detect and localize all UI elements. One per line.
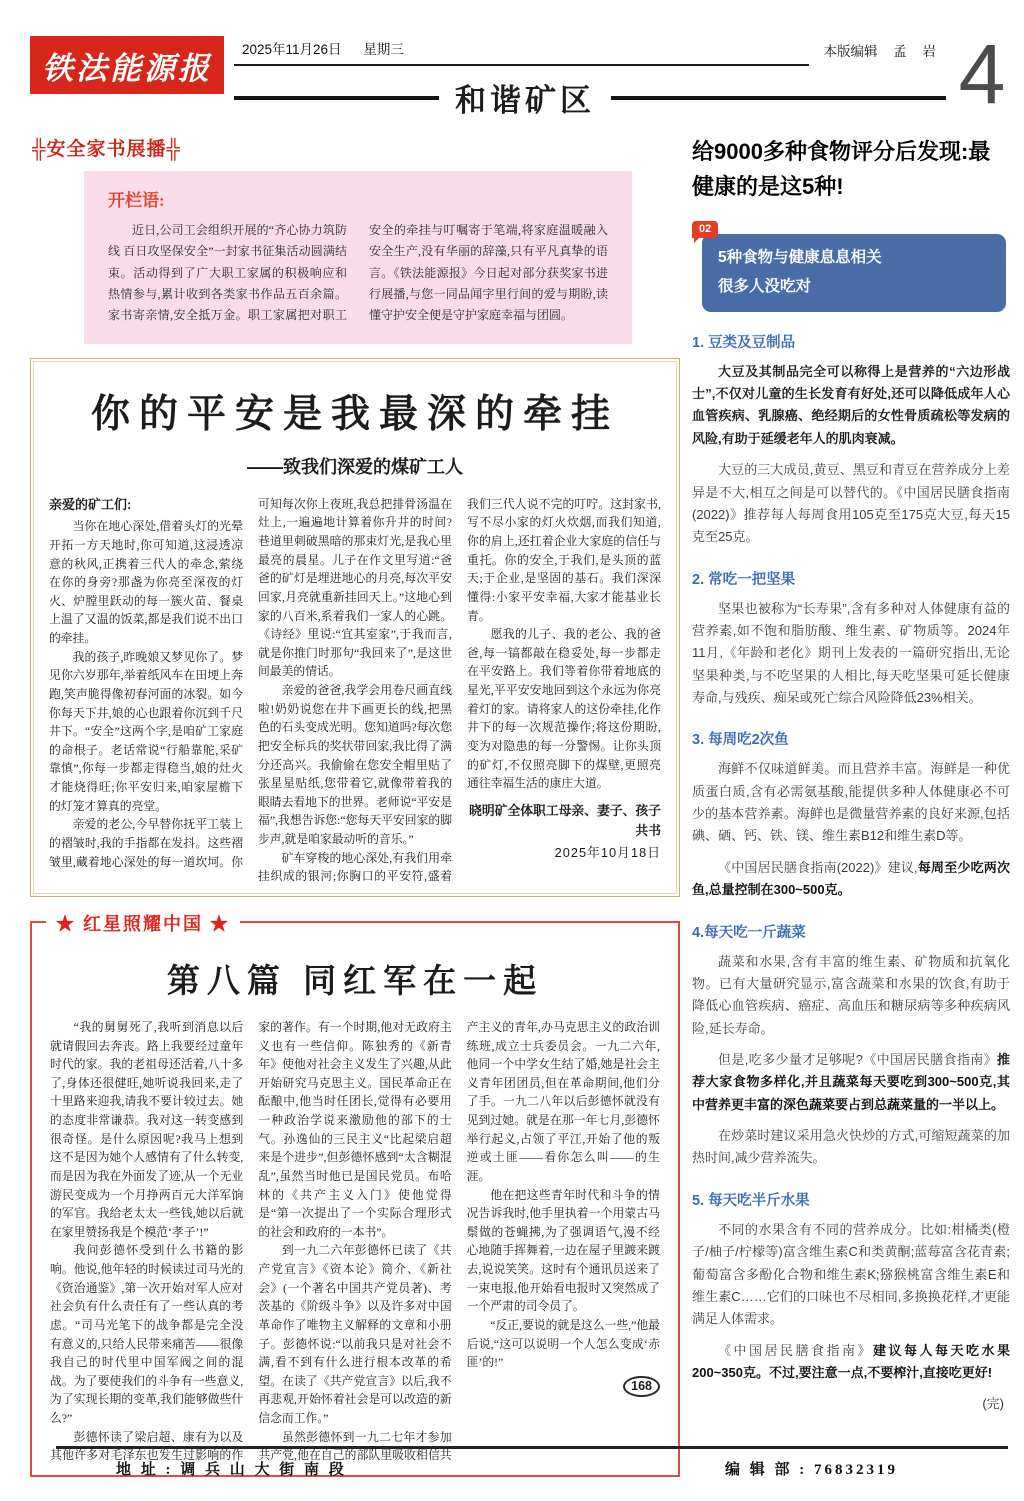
red-star-paragraph: 到一九二六年彭德怀已读了《共产党宣言》《资本论》简介、《新社会》(一个著名中国共产党员著)、考茨基的《阶级斗争》以及许多对中国革命作了唯物主义解释的文章和小册子。彭德怀说:“以前我只是对社会不满,看不到有什么进行根本改革的希望。在读了《共产党宣言》以后,我不再悲观,开始怀着社会是可以改造的新信念而工作。” [258,1243,452,1426]
footer-dept-phone: 编 辑 部 : 76832319 [725,1462,898,1478]
red-star-paragraph: “我的舅舅死了,我听到消息以后就请假回去奔丧。路上我要经过童年时代的家。我的老祖母还活着,八十多了,身体还很健旺,她听说我回来,走了十里路来迎我,请我不要计较过去。她的态度非常谦恭。我对这一转变感到很奇怪。是什么原因呢?我马上想到这不是因为她个人感情有了什么转变,而是因为我在外面发了迹,从一个无业游民变成为一个月挣两百元大洋军饷的军官。我给老太太一些钱,她以后就在家里赞扬我是个模范‘孝子’!” [50,1019,244,1239]
series-label: ★ 红星照耀中国 ★ [46,910,240,936]
paragraph-bold-text: 每周至少吃两次鱼,总量控制在300~500克。 [692,859,1010,898]
red-star-title: 第八篇 同红军在一起 [166,961,544,999]
letter-paragraph: 亲爱的老公,今早替你抚平工装上的褶皱时,我的手指都在发抖。这些褶皱里,藏着地心深处的每一道坎坷。你可知每次你上夜班,我总把排骨汤温在灶上,一遍遍地计算着你升井的时间?巷道里刺破黑暗的那束灯光,是我心里最亮的晨星。儿子在作文里写道:“爸爸的矿灯是埋进地心的月亮,每次平安回家,月亮就重新挂回天上。”这地心到家的八百米,系着我们一家人的心跳。《诗经》里说:“宜其室家”,于我而言,就是你推门时那句“我回来了”,是这世间最美的情话。 [49,496,452,869]
editor-label: 本版编辑 [823,44,878,59]
callout-line-1: 5种食物与健康息息相关 [718,249,882,267]
food-section-heading-4: 4.每天吃一斤蔬菜 [692,924,806,941]
food-callout [699,223,1006,311]
paragraph-bold-text: 推荐大家食物多样化,并且蔬菜每天要吃到300~500克,其中营养更丰富的深色蔬菜要占到总蔬菜量的一半以上。 [692,1051,1010,1112]
food-paragraph: 蔬菜和水果,含有丰富的维生素、矿物质和抗氧化物。已有大量研究显示,富含蔬菜和水果的饮食,有助于降低心血管疾病、癌症、高血压和糖尿病等多种疾病风险,延长寿命。 [692,953,1010,1036]
red-star-paragraph: 他在把这些青年时代和斗争的情况告诉我时,他手里执着一个用蒙古马鬃做的苍蝇拂,为了强调语气,漫不经心地随手挥舞着,一边在屋子里踱来踱去,说说笑笑。这时有个通讯员送来了一束电报,他开始看电报时又突然成了一个严肃的司令员了。 [466,1187,660,1314]
header-date-row [234,36,946,66]
red-star-paragraph: 虽然彭德怀到一九二七年才参加共产党,他在自己的部队里吸收相信共产主义的青年,办马克思主义的政治训练班,成立士兵委员会。一九二六年,他同一个中学女生结了婚,她是社会主义青年团团员,但在革命期间,他们分了手。一九二八年以后彭德怀就没有见到过她。就是在那一年七月,彭德怀举行起义,占领了平江,开始了他的叛逆或土匪——看你怎么叫——的生涯。 [258,1019,660,1463]
header-middle [234,36,946,120]
letter-paragraph: 亲爱的爸爸,我学会用卷尺画直线啦!奶奶说您在井下画更长的线,把黑色的石头变成光明。您知道吗?每次您把安全标兵的奖状带回家,我比得了满分还高兴。我偷偷在您安全帽里贴了张星星贴纸,您带着它,就像带着我的眼睛去看地下的世界。老师说“平安是福”,我想告诉您:“您每天平安回家的脚步声,就是咱家最动听的音乐。” [258,683,452,847]
content-area [0,120,1024,1477]
red-star-article [30,913,680,1477]
food-section-heading-2: 2. 常吃一把坚果 [692,571,796,588]
paragraph-bold-text: 建议每人每天吃水果200~350克。不过,要注意一点,不要榨汁,直接吃更好! [692,1342,1010,1380]
letter-title: 你的平安是我最深的牵挂 [90,392,619,436]
paragraph-text: 《中国居民膳食指南(2022)》建议, [718,859,918,875]
food-paragraph [692,1340,1010,1385]
paragraph-text: 但是,吃多少量才足够呢?《中国居民膳食指南》 [718,1051,997,1067]
letter-paragraph: 我的孩子,昨晚娘又梦见你了。梦见你六岁那年,举着纸风车在田埂上奔跑,笑声脆得像初春河面的冰裂。如今你每天下井,娘的心也跟着你沉到千尺井下。“安全”这两个字,是咱矿工家庭的命根子。老话常说“行船靠舵,采矿靠慎”,你每一步都走得稳当,娘的灶火才能烧得旺;你平安归来,咱家屋檐下的灯笼才算真的亮堂。 [49,649,243,813]
red-star-paragraph: 我问彭德怀受到什么书籍的影响。他说,他年轻的时候读过司马光的《资治通鉴》,第一次开始对军人应对社会负有什么责任有了一些认真的考虑。“司马光笔下的战争都是完全没有意义的,只给人民带来痛苦——很像我自己的时代里中国军阀之间的混战。为了要使我们的斗争有一些意义,为了实现长期的变革,我们能够做些什么?” [50,1243,244,1426]
page-marker-line [467,1376,660,1397]
right-column [692,130,1010,1477]
letter-sign-date: 2025年10月18日 [554,845,661,861]
letter-salutation: 亲爱的矿工们: [49,496,132,512]
date-line [234,36,809,66]
red-star-paragraph: “反正,要说的就是这么一些,”他最后说,“这可以说明一个人怎么变成‘赤匪’的!” [466,1317,660,1370]
number-badge: 02 [692,221,718,238]
editor-name: 孟 岩 [893,44,942,59]
food-paragraph [692,857,1010,902]
letter-body [49,495,661,886]
section-title: 和谐矿区 [455,83,595,118]
food-section-heading-3: 3. 每周吃2次鱼 [692,732,789,749]
food-paragraph [692,1049,1010,1116]
red-star-body [50,1018,660,1465]
letter-paragraph: 当你在地心深处,借着头灯的光晕开拓一方天地时,你可知道,这浸透凉意的秋风,正携着三代人的牵念,萦绕在你的身旁?那盏为你亮至深夜的灯火、炉膛里跃动的每一簇火苗、餐桌上温了又温的饭菜,都是我们说不出口的牵挂。 [49,519,243,646]
left-column [30,130,680,1477]
food-paragraph: 坚果也被称为“长寿果”,含有多种对人体健康有益的营养素,如不饱和脂肪酸、维生素、矿物质等。2024年11月,《年龄和老化》期刊上发表的一篇研究指出,无论坚果种类,与不吃坚果的人相比,每天吃坚果可延长健康寿命,与残疾、痴呆或死亡综合风险降低23%相关。 [692,600,1010,706]
callout-box [702,234,1006,311]
letter-paragraph: 愿我的儿子、我的老公、我的爸爸,每一镐都敲在稳妥处,每一步都走在平安路上。我们等着你带着地底的星光,平平安安地回到这个永远为你亮着灯的家。请将家人的这份牵挂,化作井下的每一次规范操作;将这份期盼,变为对隐患的每一分警惕。让你头顶的矿灯,不仅照亮脚下的煤壁,更照亮通往幸福生活的康庄大道。 [467,627,661,791]
callout-line-2: 很多人没吃对 [718,278,812,296]
safety-letters-column-label: ╬安全家书展播╬ [32,139,181,160]
letter-signature: 晓明矿全体职工母亲、妻子、孩子共书 [469,802,661,839]
page-footer [56,1446,1008,1479]
rule-right [611,96,946,100]
red-star-paragraph: 彭德怀读了梁启超、康有为以及其他许多对毛泽东也发生过影响的作家的著作。有一个时期,他对无政府主义也有一些信仰。陈独秀的《新青年》使他对社会主义发生了兴趣,从此开始研究马克思主义。国民革命正在酝酿中,他当时任团长,觉得有必要用一种政治学说来激励他的部下的士气。孙逸仙的三民主义“比起梁启超来是个进步”,但彭德怀感到“太含糊混乱”,虽然当时他已是国民党员。布哈林的《共产主义入门》使他觉得是“第一次提出了一个实际合理形式的社会和政府的一本书”。 [50,1019,452,1463]
rule-left [234,96,439,100]
newspaper-logo: 铁法能源报 [30,36,224,94]
food-paragraph: 大豆的三大成员,黄豆、黑豆和青豆在营养成分上差异是不大,相互之间是可以替代的。《中国居民膳食指南(2022)》推荐每人每周食用105克至175克大豆,每天15克至25克。 [692,462,1010,545]
letter-subtitle: ——致我们深爱的煤矿工人 [247,456,463,477]
food-paragraph: 在炒菜时建议采用急火快炒的方式,可缩短蔬菜的加热时间,减少营养流失。 [692,1128,1010,1166]
issue-date: 2025年11月26日 [242,42,342,57]
food-section-heading-1: 1. 豆类及豆制品 [692,334,796,351]
intro-title: 开栏语: [108,191,165,210]
issue-weekday: 星期三 [363,42,404,57]
editor-credit [809,38,946,66]
page-number: 4 [958,27,1006,121]
food-section-heading-5: 5. 每天吃半斤水果 [692,1192,810,1209]
food-paragraph: 海鲜不仅味道鲜美。而且营养丰富。海鲜是一种优质蛋白质,含有必需氨基酸,能提供多种人体健康必不可少的基本营养素。海鲜也是微量营养素的良好来源,包括碘、硒、钙、铁、镁、维生素B12和维生素D等。 [692,761,1010,844]
letter-paragraph: 矿车穿梭的地心深处,有我们用牵挂织成的银河;你胸口的平安符,盛着我们三代人说不完的叮咛。这封家书,写不尽小家的灯火炊烟,而我们知道,你的肩上,还扛着企业大家庭的信任与重托。你的安全,于我们,是头顶的蓝天;于企业,是坚固的基石。我们深深懂得:小家平安幸福,大家才能基业长青。 [258,496,661,884]
food-paragraph: 大豆及其制品完全可以称得上是营养的“六边形战士”,不仅对儿童的生长发育有好处,还可以降低成年人心血管疾病、乳腺癌、绝经期后的女性骨质疏松等发病的风险,有助于延缓老年人的肌肉衰减。 [692,363,1010,446]
food-paragraph: 不同的水果含有不同的营养成分。比如:柑橘类(橙子/柚子/柠檬等)富含维生素C和类黄酮;蓝莓富含花青素;葡萄富含多酚化合物和维生素K;猕猴桃富含维生素E和维生素C……它们的口味也不尽相同,多换换花样,才更能满足人体需求。 [692,1221,1010,1327]
letter-article [30,358,680,897]
book-page-marker: 168 [623,1376,660,1397]
intro-text: 近日,公司工会组织开展的“齐心协力筑防线 百日攻坚保安全”一封家书征集活动圆满结束。活动得到了广大职工家属的积极响应和热情参与,累计收到各类家书作品五百余篇。家书寄亲情,安全抵万金。职工家属把对职工安全的牵挂与叮嘱寄于笔端,将家庭温暖融入安全生产,没有华丽的辞藻,只有平凡真挚的语言。《铁法能源报》今日起对部分获奖家书进行展播,与您一同品闻字里行间的爱与期盼,读懂守护安全便是守护家庭幸福与团圆。 [108,223,608,323]
column-intro-box [84,171,632,344]
paragraph-text: 《中国居民膳食指南》 [718,1342,873,1358]
article-end-mark: (完) [982,1396,1004,1412]
food-headline: 给9000多种食物评分后发现:最健康的是这5种! [692,139,991,200]
footer-address: 地 址 : 调 兵 山 大 街 南 段 [116,1462,347,1478]
section-title-row [234,75,946,120]
page-header [0,0,1024,120]
